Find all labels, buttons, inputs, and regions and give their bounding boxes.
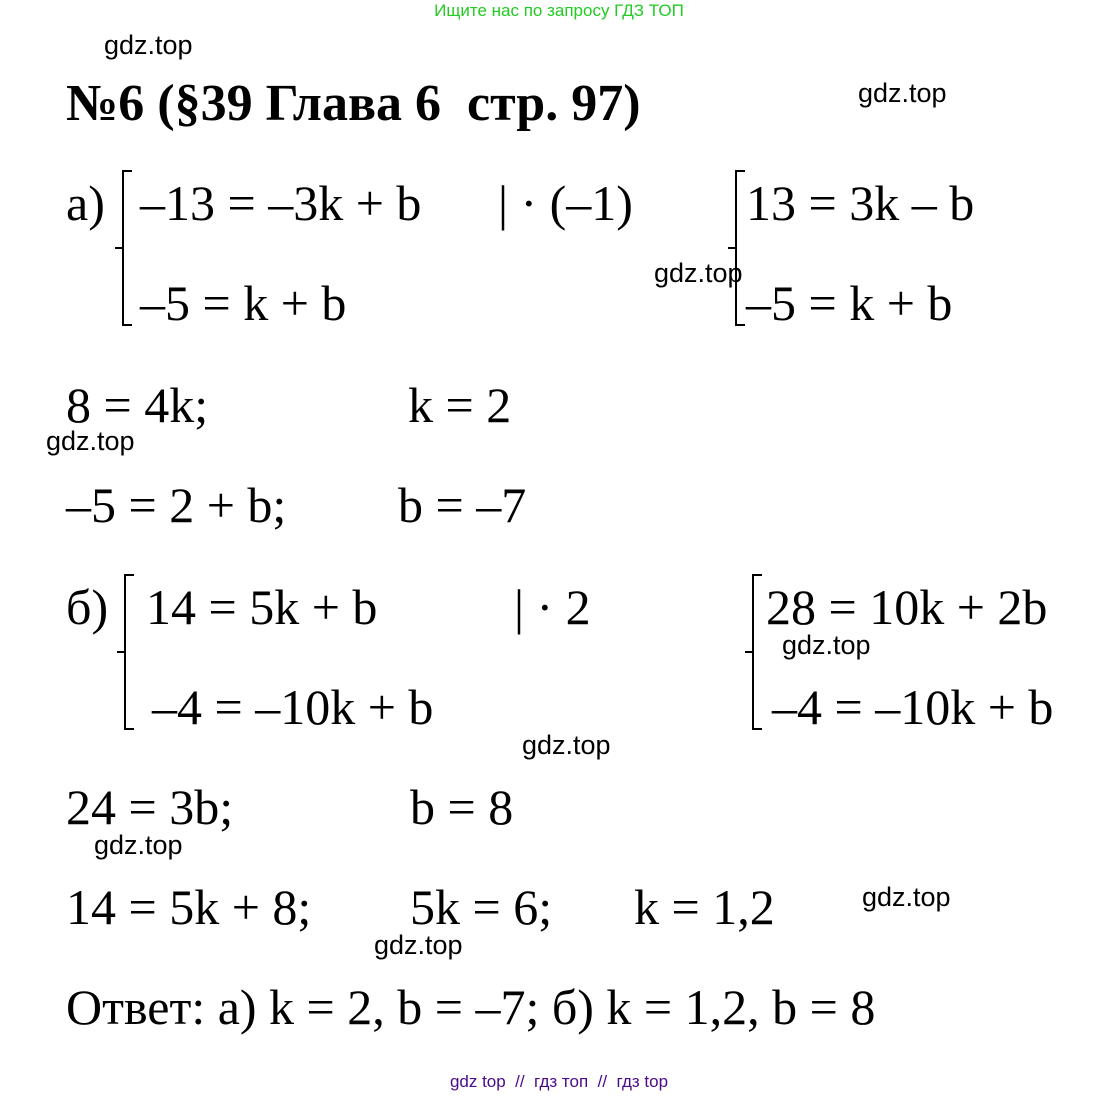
watermark: gdz.top	[374, 930, 463, 960]
part-b-step2: 14 = 5k + 8;	[66, 879, 312, 935]
system-brace	[122, 170, 124, 326]
part-b-k-result: k = 1,2	[634, 879, 775, 935]
part-a-step2: –5 = 2 + b;	[66, 477, 287, 533]
part-a-k-result: k = 2	[408, 377, 512, 433]
system-brace	[735, 170, 737, 326]
part-a-step1: 8 = 4k;	[66, 377, 209, 433]
part-b-system1-eq2: –4 = –10k + b	[152, 679, 434, 735]
watermark: gdz.top	[862, 882, 951, 912]
footer-links[interactable]: gdz top // гдз топ // гдз top	[449, 1072, 669, 1091]
part-a-label: а)	[66, 175, 105, 231]
watermark: gdz.top	[522, 730, 611, 760]
part-b-system2-eq2: –4 = –10k + b	[772, 679, 1054, 735]
answer-line: Ответ: а) k = 2, b = –7; б) k = 1,2, b = 8	[66, 979, 876, 1035]
part-b-multiplier: | · 2	[514, 579, 591, 635]
watermark: gdz.top	[782, 630, 871, 660]
watermark: gdz.top	[94, 830, 183, 860]
search-banner[interactable]: Ищите нас по запросу ГДЗ ТОП	[434, 1, 684, 20]
part-a-system1-eq1: –13 = –3k + b	[140, 175, 422, 231]
watermark: gdz.top	[46, 426, 135, 456]
part-b-system2-eq1: 28 = 10k + 2b	[766, 579, 1048, 635]
watermark: gdz.top	[654, 258, 743, 288]
watermark: gdz.top	[104, 30, 193, 60]
part-a-system1-eq2: –5 = k + b	[140, 275, 347, 331]
part-a-multiplier: | · (–1)	[498, 175, 633, 231]
watermark: gdz.top	[858, 78, 947, 108]
system-brace	[752, 574, 754, 730]
part-b-system1-eq1: 14 = 5k + b	[146, 579, 378, 635]
page-title: №6 (§39 Глава 6 стр. 97)	[66, 75, 641, 132]
part-b-label: б)	[66, 579, 109, 635]
part-b-step2-mid: 5k = 6;	[410, 879, 553, 935]
part-a-system2-eq1: 13 = 3k – b	[746, 175, 975, 231]
system-brace	[124, 574, 126, 730]
part-a-system2-eq2: –5 = k + b	[746, 275, 953, 331]
part-a-b-result: b = –7	[398, 477, 527, 533]
part-b-b-result: b = 8	[410, 779, 514, 835]
part-b-step1: 24 = 3b;	[66, 779, 234, 835]
